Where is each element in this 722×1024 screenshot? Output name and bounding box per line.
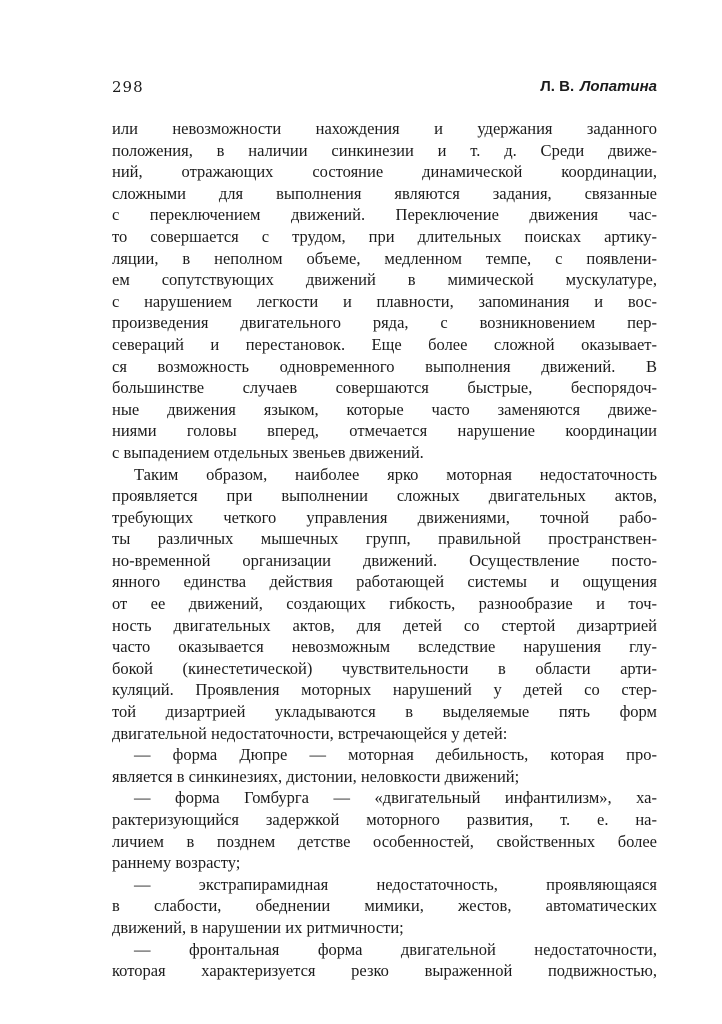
author-initials: Л. В. (540, 78, 575, 95)
text-line: двигательной недостаточности, встречающейся у детей: (112, 723, 508, 743)
text-line: которая характеризуется резко выраженной подвижностью, (112, 961, 657, 981)
text-line: куляций. Проявления моторных нарушений у детей со стер- (112, 680, 657, 700)
text-line: но-временной организации движений. Осуществление посто- (112, 550, 657, 570)
text-line: — форма Дюпре — моторная дебильность, которая про- (134, 745, 657, 765)
text-line: — форма Гомбурга — «двигательный инфантилизм», ха- (134, 788, 657, 808)
text-line: той дизартрией укладываются в выделяемые пять форм (112, 702, 657, 722)
text-line: проявляется при выполнении сложных двигательных актов, (112, 486, 657, 506)
page-header (112, 78, 657, 102)
text-line: является в синкинезиях, дистонии, неловкости движений; (112, 766, 520, 786)
text-line: бокой (кинестетической) чувствительности в области арти- (112, 658, 657, 678)
text-line: в слабости, обеднении мимики, жестов, автоматических (112, 896, 657, 916)
running-head-author (540, 78, 657, 95)
text-line: севераций и перестановок. Еще более сложной оказывает- (112, 334, 657, 354)
text-line: большинстве случаев совершаются быстрые, беспорядоч- (112, 378, 657, 398)
text-line: янного единства действия работающей системы и ощущения (112, 572, 657, 592)
text-line: требующих четкого управления движениями, точной рабо- (112, 507, 657, 527)
text-line: от ее движений, создающих гибкость, разнообразие и точ- (112, 594, 657, 614)
text-line: с выпадением отдельных звеньев движений. (112, 442, 424, 462)
text-line: или невозможности нахождения и удержания заданного (112, 119, 657, 138)
text-line: положения, в наличии синкинезии и т. д. Среди движе- (112, 140, 657, 160)
text-line: произведения двигательного ряда, с возникновением пер- (112, 313, 657, 333)
text-line: движений, в нарушении их ритмичности; (112, 917, 404, 937)
text-line: часто оказывается невозможным вследствие нарушения глу- (112, 637, 657, 657)
text-line: ные движения языком, которые часто заменяются движе- (112, 399, 657, 419)
author-surname: Лопатина (580, 78, 657, 95)
text-line: — экстрапирамидная недостаточность, проявляющаяся (134, 874, 657, 894)
text-line: ляции, в неполном объеме, медленном темпе, с появлени- (112, 248, 657, 268)
text-line: ниями головы вперед, отмечается нарушение координации (112, 421, 657, 441)
text-line: Таким образом, наиболее ярко моторная недостаточность (134, 464, 657, 484)
text-line: ность двигательных актов, для детей со стертой дизартрией (112, 615, 657, 635)
page-number: 298 (112, 78, 144, 96)
text-line: ты различных мышечных групп, правильной пространствен- (112, 529, 657, 549)
text-line: с переключением движений. Переключение движения час- (112, 205, 657, 225)
text-line: с нарушением легкости и плавности, запоминания и вос- (112, 291, 657, 311)
body-text (112, 118, 657, 982)
text-line: раннему возрасту; (112, 853, 241, 873)
text-line: — фронтальная форма двигательной недостаточности, (134, 939, 657, 959)
text-line: ний, отражающих состояние динамической координации, (112, 162, 657, 182)
text-line: личием в позднем детстве особенностей, свойственных более (112, 831, 657, 851)
text-line: то совершается с трудом, при длительных поисках артику- (112, 226, 657, 246)
text-line: рактеризующийся задержкой моторного развития, т. е. на- (112, 810, 657, 829)
text-line: ем сопутствующих движений в мимической мускулатуре, (112, 270, 657, 290)
text-line: сложными для выполнения являются задания, связанные (112, 183, 657, 203)
text-line: ся возможность одновременного выполнения движений. В (112, 356, 657, 376)
